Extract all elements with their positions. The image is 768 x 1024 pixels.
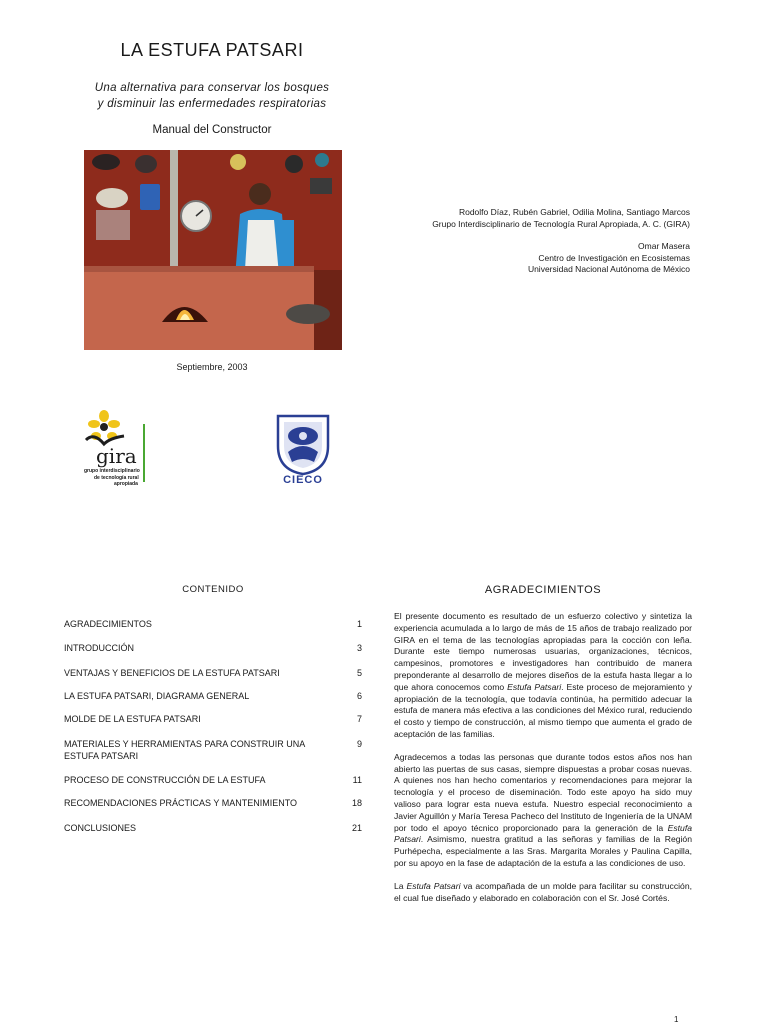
cieco-logo <box>274 412 332 488</box>
gira-logo <box>80 410 170 490</box>
subtitle-line-2: y disminuir las enfermedades respiratorias <box>97 98 327 110</box>
toc-item-page: 7 <box>356 714 362 724</box>
manual-label: Manual del Constructor <box>152 124 272 136</box>
author-organization: Grupo Interdisciplinario de Tecnología Rural Apropiada, A. C. (GIRA) <box>432 218 690 229</box>
page-number: 1 <box>674 1015 679 1024</box>
ack-paragraph-1: El presente documento es resultado de un esfuerzo colectivo y sintetiza la experiencia acumulada a lo largo de más de 15 años de trabajo realizado por GIRA en el tema de las tecnologías apropiadas para la cocción con leña. Durante este tiempo numerosas usuarias, organizaciones, técnicos, campesinos, promotores e investigadores han contribuido de manera preponderante al desarrollo de mejores diseños de la estufa hasta llegar a lo que ahora conocemos como Estufa Patsari. Este proceso de mejoramiento y apropiación de la tecnología, que todavía continúa, ha permitido adecuar la estufa de manera más efectiva a las condiciones del México rural, reduciendo el costo y tiempo de construcción, al mismo tiempo que aumenta el grado de aceptación de las familias. <box>394 611 692 739</box>
toc-item-page: 5 <box>356 668 362 678</box>
toc-item-title: MOLDE DE LA ESTUFA PATSARI <box>64 714 201 724</box>
publication-date: Septiembre, 2003 <box>176 362 248 372</box>
document-subtitle <box>0 80 424 112</box>
toc-item-page: 18 <box>351 798 362 808</box>
toc-item-title: RECOMENDACIONES PRÁCTICAS Y MANTENIMIENTO <box>64 798 298 808</box>
toc-item-title: LA ESTUFA PATSARI, DIAGRAMA GENERAL <box>64 691 250 701</box>
second-author-university: Universidad Nacional Autónoma de México <box>527 264 690 274</box>
stove-kitchen-illustration <box>84 150 342 350</box>
gira-wordmark: gira <box>96 444 137 468</box>
toc-item-page: 3 <box>356 643 362 653</box>
toc-item-page: 11 <box>352 775 362 785</box>
gira-tagline: grupo interdisciplinario de tecnología rural apropiada <box>84 468 140 487</box>
cover-photo <box>84 150 342 350</box>
acknowledgements-heading: AGRADECIMIENTOS <box>484 584 602 596</box>
unam-shield-icon <box>274 412 332 476</box>
toc-item-page: 1 <box>356 619 362 629</box>
acknowledgements-body <box>394 611 692 915</box>
toc-item-title: INTRODUCCIÓN <box>64 643 134 653</box>
toc-item-title: AGRADECIMIENTOS <box>64 619 152 629</box>
subtitle-line-1: Una alternativa para conservar los bosques <box>94 82 330 94</box>
toc-item-page: 9 <box>356 739 362 749</box>
author-names: Rodolfo Díaz, Rubén Gabriel, Odilia Molina, Santiago Marcos <box>458 207 690 217</box>
toc-item-title: VENTAJAS Y BENEFICIOS DE LA ESTUFA PATSARI <box>64 668 280 678</box>
second-author-name: Omar Masera <box>638 241 690 251</box>
toc-item-page: 21 <box>351 823 362 833</box>
toc-item-page: 6 <box>356 691 362 701</box>
cieco-text: CIECO <box>283 474 323 486</box>
ack-paragraph-2: Agradecemos a todas las personas que durante todos estos años nos han abierto las puertas de sus casas, siempre dispuestas a probar cosas nuevas. A quienes nos han hecho comentarios y recomendaciones para mejorar la tecnología y el proceso de diseminación. Todo este apoyo ha sido muy valioso para lograr esta nueva estufa. Nuestro especial reconocimiento a Javier Aguillón y María Teresa Pacheco del Instituto de Ingeniería de la UNAM por todo el apoyo técnico proporcionado para la generación de la Estufa Patsari. Asimismo, nuestra gratitud a las señoras y familias de la Región Purhépecha, especialmente a las Sras. Margarita Morales y Paulina Capilla, por su apoyo en la fase de adaptación de la estufa a las condiciones de uso. <box>394 751 692 868</box>
toc-item-title: PROCESO DE CONSTRUCCIÓN DE LA ESTUFA <box>64 775 266 785</box>
document-title: LA ESTUFA PATSARI <box>120 40 304 60</box>
toc-item-title: MATERIALES Y HERRAMIENTAS PARA CONSTRUIR UNA ESTUFA PATSARI <box>64 739 305 761</box>
authors-block <box>310 207 690 276</box>
toc-heading: CONTENIDO <box>182 584 244 595</box>
ack-paragraph-3: La Estufa Patsari va acompañada de un molde para facilitar su construcción, el cual fue diseñado y elaborado en colaboración con el Sr. José Cortés. <box>394 880 692 903</box>
second-author-center: Centro de Investigación en Ecosistemas <box>538 252 690 263</box>
toc-item-title: CONCLUSIONES <box>64 823 137 833</box>
